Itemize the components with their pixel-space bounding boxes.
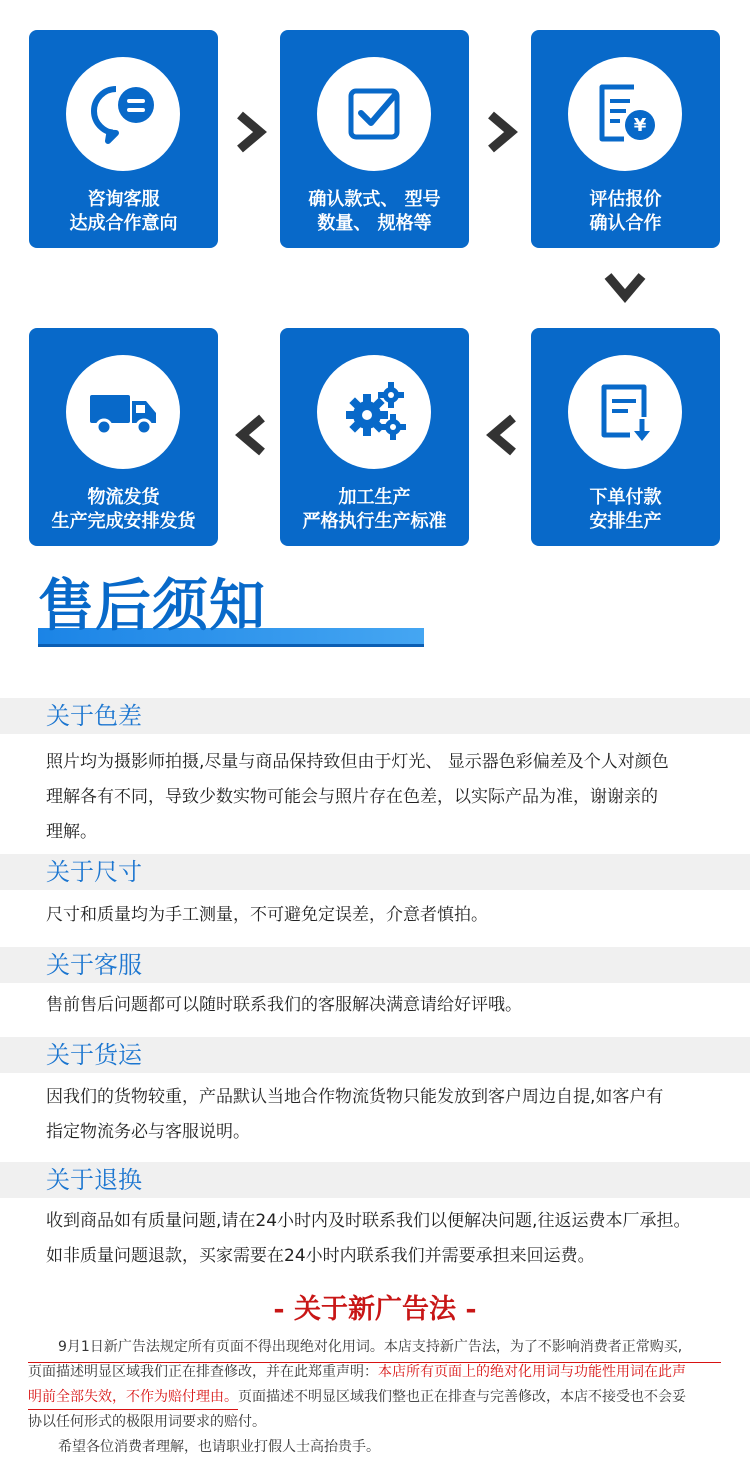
section-heading: 关于退换 [46,1166,142,1194]
body-line: 指定物流务必与客服说明。 [46,1122,250,1142]
section-header-size [0,854,750,890]
document-download-icon [590,377,660,447]
body-line: 尺寸和质量均为手工测量，不可避免定误差，介意者慎拍。 [46,905,488,925]
body-line: 因我们的货物较重，产品默认当地合作物流货物只能发放到客户周边自提,如客户有 [46,1087,664,1107]
ad-law-line [28,1385,728,1410]
section-body-color [46,745,740,850]
step-card-order [531,328,720,546]
ad-law-line [28,1360,728,1385]
section-heading: 关于尺寸 [46,858,142,886]
ad-law-line [28,1410,728,1435]
ad-law-line [28,1435,728,1460]
step-icon-circle [317,57,431,171]
step-icon-circle [317,355,431,469]
step-label-line1: 下单付款 [589,487,662,508]
step-icon-circle [568,355,682,469]
step-label-line1: 咨询客服 [87,189,160,210]
step-card-produce [280,328,469,546]
section-body-returns [46,1204,740,1274]
step-icon-circle [66,355,180,469]
step-label-line2: 安排生产 [589,511,662,532]
red-underline [28,1409,238,1410]
section-heading: 关于色差 [46,702,142,730]
step-card-quote [531,30,720,248]
body-line: 收到商品如有质量问题,请在24小时内及时联系我们以便解决问题,往返运费本厂承担。 [46,1211,691,1231]
title-underline-shadow [38,644,424,647]
chat-bubbles-icon [88,79,158,149]
section-header-color [0,698,750,734]
body-line: 售前售后问题都可以随时联系我们的客服解决满意请给好评哦。 [46,995,522,1015]
ad-law-red-text: 明前全部失效，不作为赔付理由。 [28,1389,238,1405]
svg-text:¥: ¥ [633,115,647,136]
section-heading: 关于客服 [46,951,142,979]
ad-law-line [28,1335,728,1360]
truck-icon [88,377,158,447]
arrow-left-icon [485,414,519,456]
step-label-line2: 达成合作意向 [69,213,178,234]
step-label-line2: 数量、 规格等 [317,213,432,234]
ad-law-red-text: 本店所有页面上的绝对化用词与功能性用词在此声 [378,1364,686,1380]
section-body-size [46,898,740,933]
section-header-service [0,947,750,983]
section-body-service [46,988,740,1023]
checkbox-icon [339,79,409,149]
ad-law-text: 协以任何形式的极限用词要求的赔付。 [28,1414,266,1430]
red-underline [28,1362,721,1363]
ad-law-text: 页面描述明显区域我们正在排查修改，并在此郑重声明： [28,1364,378,1380]
step-card-confirm [280,30,469,248]
body-line: 如非质量问题退款，买家需要在24小时内联系我们并需要承担来回运费。 [46,1246,595,1266]
section-heading: 关于货运 [46,1041,142,1069]
arrow-right-icon [234,111,268,153]
step-label-line2: 确认合作 [589,213,662,234]
arrow-left-icon [234,414,268,456]
step-icon-circle [568,57,682,171]
section-header-shipping [0,1037,750,1073]
step-label-line1: 物流发货 [87,487,160,508]
step-label-line1: 加工生产 [338,487,411,508]
ad-law-title: - 关于新广告法 - [273,1294,477,1325]
ad-law-text: 希望各位消费者理解，也请职业打假人士高抬贵手。 [58,1439,380,1455]
after-sales-title: 售后须知 [38,574,266,639]
gears-icon [339,377,409,447]
invoice-yen-icon [590,79,660,149]
arrow-right-icon [485,111,519,153]
step-icon-circle [66,57,180,171]
ad-law-text: 9月1日新广告法规定所有页面不得出现绝对化用词。本店支持新广告法，为了不影响消费者正常购买, [58,1339,683,1355]
ad-law-text: 页面描述不明显区域我们整也正在排查与完善修改，本店不接受也不会妥 [238,1389,686,1405]
step-card-consult [29,30,218,248]
arrow-down-icon [604,270,646,304]
body-line: 理解。 [46,822,97,842]
body-line: 理解各有不同，导致少数实物可能会与照片存在色差，以实际产品为准，谢谢亲的 [46,787,658,807]
step-label-line2: 严格执行生产标准 [302,511,447,532]
step-label-line1: 确认款式、 型号 [308,189,441,210]
body-line: 照片均为摄影师拍摄,尽量与商品保持致但由于灯光、 显示器色彩偏差及个人对颜色 [46,752,669,772]
step-card-ship [29,328,218,546]
step-label-line2: 生产完成安排发货 [51,511,196,532]
ad-law-body [28,1335,728,1460]
section-body-shipping [46,1080,740,1150]
section-header-returns [0,1162,750,1198]
step-label-line1: 评估报价 [589,189,662,210]
